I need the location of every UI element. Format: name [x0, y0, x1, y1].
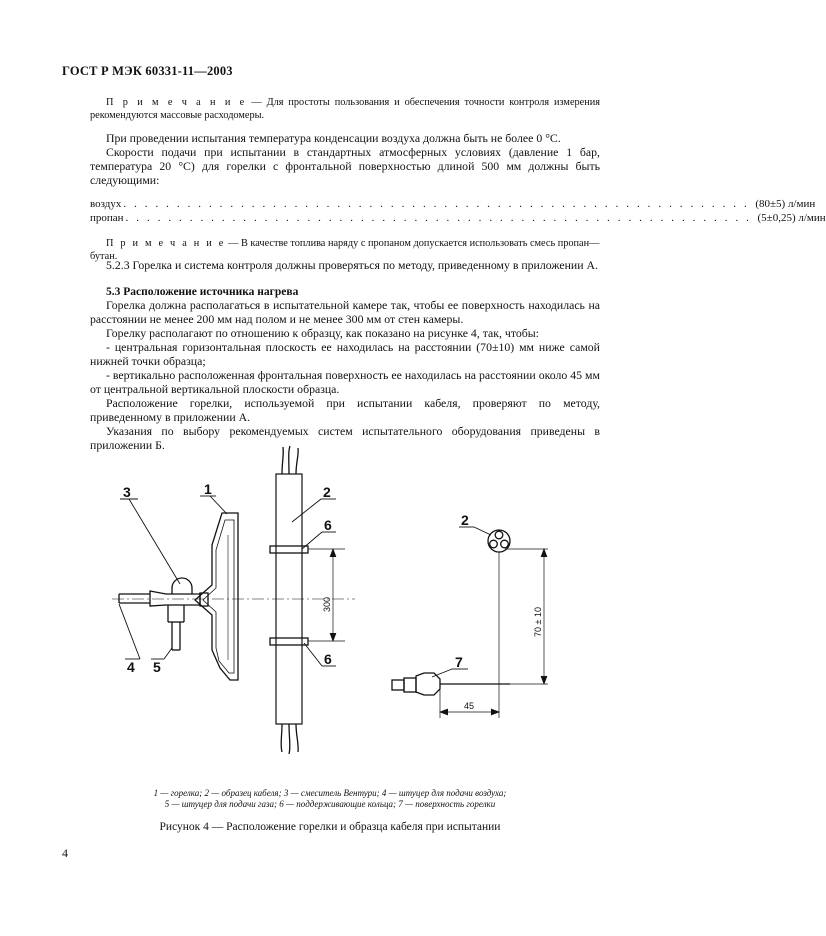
section-5-2-3: 5.2.3 Горелка и система контроля должны проверяться по методу, приведенному в приложении А.: [106, 258, 598, 272]
paragraph-supply-rates: Скорости подачи при испытании в стандартных атмосферных условиях (давление 1 бар, температура 20 °С) для горелки с фронтальной поверхностью длиной 500 мм должны быть следующими:: [90, 145, 600, 187]
rate-row-propane: [90, 212, 826, 224]
note-1-text: — Для простоты пользования и обеспечения точности контроля измерения рекомендуются массовые расходомеры.: [90, 97, 600, 121]
figure-title: Рисунок 4 — Расположение горелки и образца кабеля при испытании: [159, 821, 501, 833]
venturi-mixer: [166, 578, 208, 606]
section-5-3-bullet1: - центральная горизонтальная плоскость ее находилась на расстоянии (70±10) мм ниже самой нижней точки образца;: [90, 340, 600, 368]
figure-4-diagram: [0, 470, 661, 770]
rate-value-propane: (5±0,25) л/мин: [757, 212, 826, 224]
figure-legend-line-2: 5 — штуцер для подачи газа; 6 — поддерживающие кольца; 7 — поверхность горелки: [164, 799, 496, 809]
section-5-3-bullet2: - вертикально расположенная фронтальная поверхность ее находилась на расстоянии около 45 мм от центральной вертикальной плоскости образца.: [90, 368, 600, 396]
burner-side-view: [392, 673, 510, 695]
callout-6-lower: 6: [324, 651, 332, 667]
rate-label-propane: пропан: [90, 212, 124, 224]
dimension-300: [308, 549, 345, 641]
note-1-label: П р и м е ч а н и е: [106, 97, 247, 108]
callout-4: 4: [127, 659, 135, 675]
section-5-3-p3: Расположение горелки, используемой при испытании кабеля, проверяют по методу, приведенному в приложении А.: [90, 396, 600, 424]
callout-1: 1: [204, 481, 212, 497]
callout-3: 3: [123, 484, 131, 500]
figure-legend-line-1: 1 — горелка; 2 — образец кабеля; 3 — смеситель Вентури; 4 — штуцер для подачи воздуха;: [153, 788, 507, 798]
callout-5: 5: [153, 659, 161, 675]
cable-sample: [276, 446, 302, 754]
page-number: 4: [62, 846, 68, 860]
rate-row-air: [90, 198, 816, 210]
gas-fitting: [168, 605, 184, 650]
dimension-300-label: 300: [322, 596, 332, 612]
callout-2: 2: [323, 484, 331, 500]
section-5-3-p2: Горелку располагают по отношению к образцу, как показано на рисунке 4, так, чтобы:: [106, 326, 539, 340]
note-2-label: П р и м е ч а н и е: [106, 238, 226, 249]
dimension-45-label: 45: [464, 701, 475, 711]
note-2-text: — В качестве топлива наряду с пропаном допускается использовать смесь пропан—бутан.: [90, 238, 600, 262]
burner-face: [195, 513, 238, 680]
standard-code-header: ГОСТ Р МЭК 60331-11—2003: [62, 64, 233, 78]
section-5-3-p1: Горелка должна располагаться в испытательной камере так, чтобы ее поверхность находилась на расстоянии не менее 200 мм над полом и не менее 300 мм от стен камеры.: [90, 298, 600, 326]
section-5-3-heading: 5.3 Расположение источника нагрева: [106, 286, 299, 298]
leader-dots: . . . . . . . . . . . . . . . . . . . . . . . . . . . . . . . . . . . . . . . . . . . . . . . . . . . . . . . . . . .: [123, 198, 750, 210]
paragraph-condensation: При проведении испытания температура конденсации воздуха должна быть не более 0 °С.: [106, 131, 561, 145]
callout-2-side: 2: [461, 512, 469, 528]
rate-label-air: воздух: [90, 198, 122, 210]
callout-7: 7: [455, 654, 463, 670]
rate-value-air: (80±5) л/мин: [755, 198, 816, 210]
leader-dots: . . . . . . . . . . . . . . . . . . . . . . . . . . . . . . . . . . . . . . . . . . . . . . . . . . . . . . . . . . .: [125, 212, 752, 224]
dimension-70-label: 70 ± 10: [533, 607, 543, 637]
note-1: [90, 96, 600, 122]
section-5-3-p4: Указания по выбору рекомендуемых систем испытательного оборудования приведены в приложении Б.: [90, 424, 600, 452]
callout-6-upper: 6: [324, 517, 332, 533]
air-fitting: [119, 591, 166, 606]
